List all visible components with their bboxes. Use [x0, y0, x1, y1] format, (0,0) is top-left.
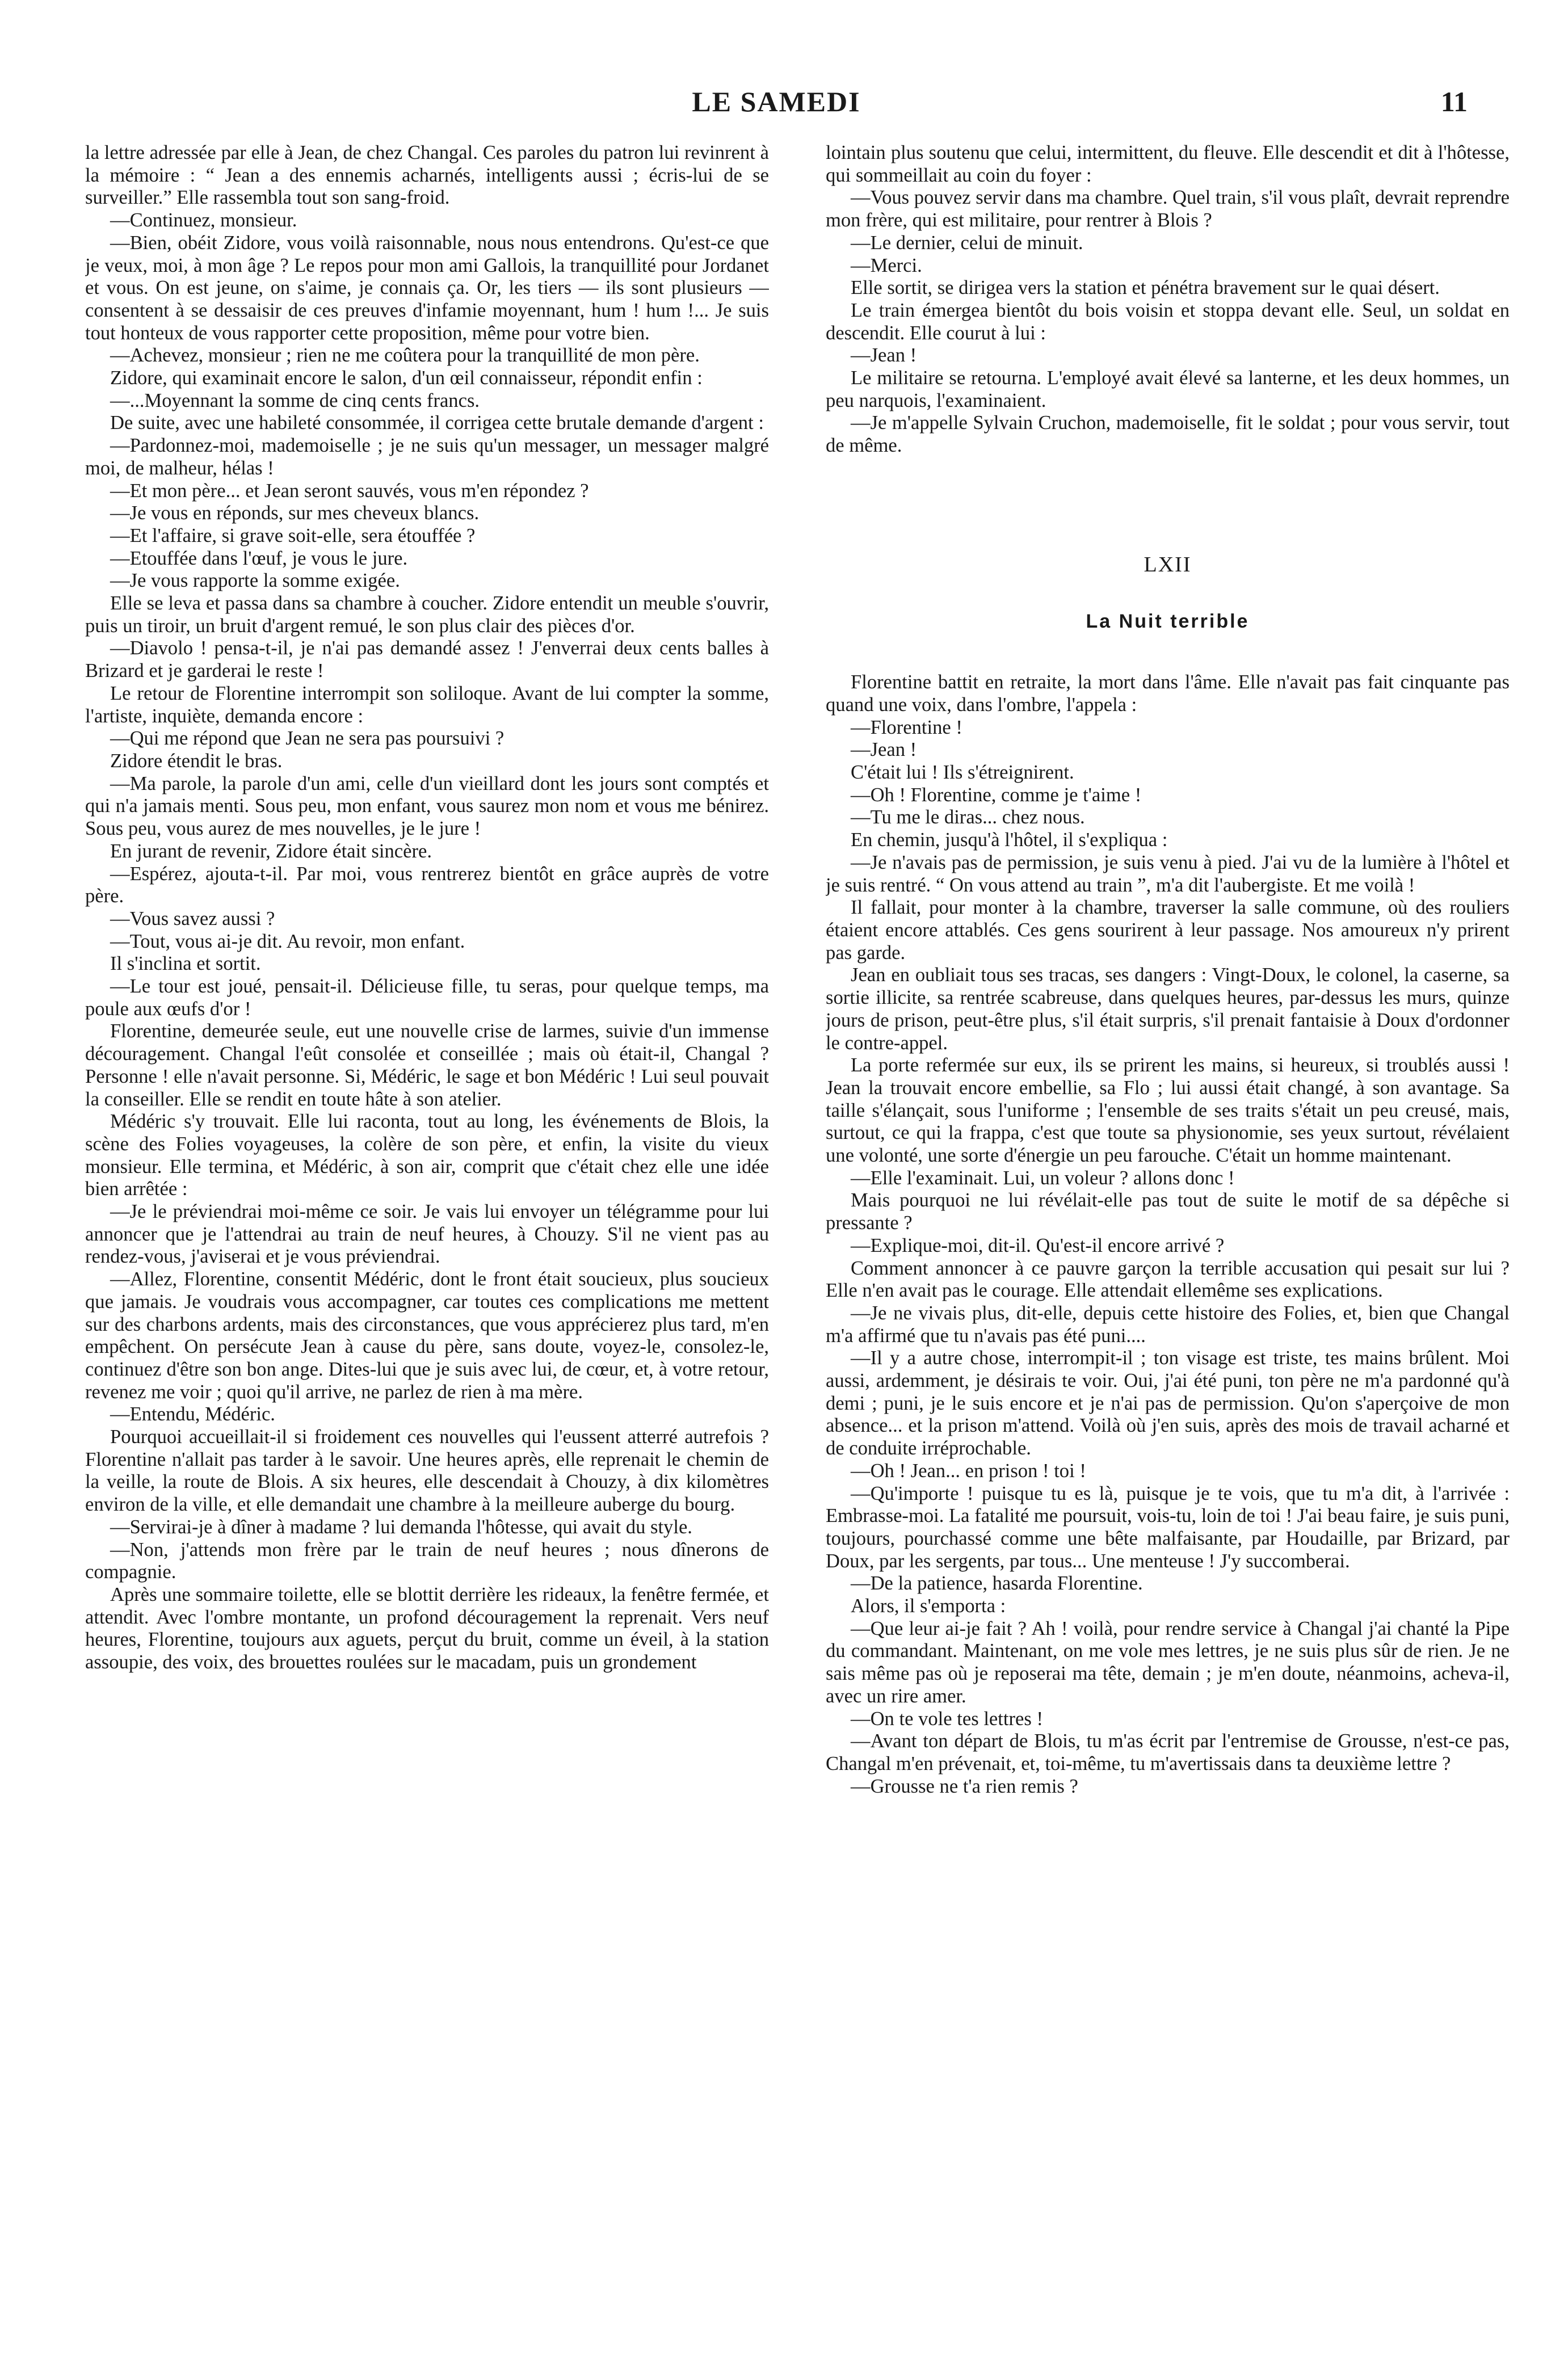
paragraph: —Continuez, monsieur.	[110, 209, 297, 232]
paragraph: —Avant ton départ de Blois, tu m'as écrit par l'entremise de Grousse, n'est-ce pas, Changal m'en prévenait, et, toi-même, tu m'avertissais dans ta deuxième lettre ?	[826, 1730, 1510, 1775]
paragraph: —Qu'importe ! puisque tu es là, puisque je te vois, que tu m'a dit, à l'arrivée : Embrasse-moi. La fatalité me poursuit, vois-tu, loin de toi ! J'ai beau faire, je suis puni, toujours, pourchassé comme une bête malfaisante, par Houdaille, par Brizard, par Doux, par les sergents, par tous... Une menteuse ! J'y succomberai.	[826, 1482, 1510, 1572]
paragraph: Mais pourquoi ne lui révélait-elle pas tout de suite le motif de sa dépêche si pressante ?	[826, 1189, 1510, 1234]
paragraph: Le train émergea bientôt du bois voisin et stoppa devant elle. Seul, un soldat en descendit. Elle courut à lui :	[826, 299, 1510, 344]
paragraph: —Ma parole, la parole d'un ami, celle d'un vieillard dont les jours sont comptés et qui n'a jamais menti. Sous peu, mon enfant, vous saurez mon nom et vous me bénirez. Sous peu, vous aurez de mes nouvelles, je le jure !	[85, 772, 769, 840]
paragraph: —Et mon père... et Jean seront sauvés, vous m'en répondez ?	[110, 480, 589, 502]
chapter-number: LXII	[1144, 552, 1192, 577]
paragraph: —Vous savez aussi ?	[110, 907, 275, 930]
paragraph: —Pardonnez-moi, mademoiselle ; je ne suis qu'un messager, un messager malgré moi, de malheur, hélas !	[85, 435, 769, 479]
paragraph: —Tout, vous ai-je dit. Au revoir, mon enfant.	[110, 930, 465, 952]
paragraph: Médéric s'y trouvait. Elle lui raconta, tout au long, les événements de Blois, la scène des Folies voyageuses, la colère de son père, et enfin, la visite du vieux monsieur. Elle termina, et Médéric, à son air, comprit que c'était chez elle une idée bien arrêtée :	[85, 1111, 769, 1200]
paragraph: Florentine battit en retraite, la mort dans l'âme. Elle n'avait pas fait cinquante pas quand une voix, dans l'ombre, l'appela :	[826, 671, 1510, 716]
paragraph: —Etouffée dans l'œuf, je vous le jure.	[110, 547, 408, 569]
paragraph: —Elle l'examinait. Lui, un voleur ? allons donc !	[851, 1167, 1235, 1189]
paragraph: De suite, avec une habileté consommée, il corrigea cette brutale demande d'argent :	[110, 412, 764, 434]
paragraph: —Je n'avais pas de permission, je suis venu à pied. J'ai vu de la lumière à l'hôtel et je suis rentré. “ On vous attend au train ”, m'a dit l'aubergiste. Et me voilà !	[826, 851, 1510, 896]
paragraph: —Servirai-je à dîner à madame ? lui demanda l'hôtesse, qui avait du style.	[110, 1516, 692, 1538]
paragraph: —De la patience, hasarda Florentine.	[851, 1572, 1143, 1595]
paragraph: —Achevez, monsieur ; rien ne me coûtera pour la tranquillité de mon père.	[110, 344, 700, 367]
paragraph: —...Moyennant la somme de cinq cents francs.	[110, 389, 480, 411]
paragraph: Jean en oubliait tous ses tracas, ses dangers : Vingt-Doux, le colonel, la caserne, sa sortie illicite, sa rentrée scabreuse, dans quelques heures, par-dessus les murs, quinze jours de prison, peut-être plus, s'il était surpris, s'il prenait fantaisie à Doux d'ordonner le contre-appel.	[826, 964, 1510, 1054]
paragraph: La porte refermée sur eux, ils se prirent les mains, si heureux, si troublés aussi ! Jean la trouvait encore embellie, sa Flo ; lui aussi était changé, à son avantage. Sa taille s'élançait, sous l'uniforme ; l'ensemble de ses traits s'était un peu creusé, mais, surtout, ce qui la frappa, c'est que toute sa physionomie, ses yeux surtout, révélaient une volonté, une sorte d'énergie un peu farouche. C'était un homme maintenant.	[826, 1054, 1510, 1167]
paragraph: Zidore étendit le bras.	[110, 750, 283, 772]
paragraph: —Je le préviendrai moi-même ce soir. Je vais lui envoyer un télégramme pour lui annoncer que je l'attendrai au train de neuf heures, à Chouzy. S'il ne vient pas au rendez-vous, j'aviserai et je vous préviendrai.	[85, 1201, 769, 1268]
paragraph: —Que leur ai-je fait ? Ah ! voilà, pour rendre service à Changal j'ai chanté la Pipe du commandant. Maintenant, on me vole mes lettres, je ne suis plus sûr de rien. Je ne sais même pas où je reposerai ma tête, demain ; je m'en doute, néanmoins, acheva-il, avec un rire amer.	[826, 1617, 1510, 1707]
paragraph: —Non, j'attends mon frère par le train de neuf heures ; nous dînerons de compagnie.	[85, 1538, 769, 1583]
paragraph: —Explique-moi, dit-il. Qu'est-il encore arrivé ?	[851, 1234, 1225, 1256]
paragraph: —Oh ! Florentine, comme je t'aime !	[851, 784, 1142, 806]
paragraph: —Oh ! Jean... en prison ! toi !	[851, 1460, 1086, 1482]
paragraph: —Je vous rapporte la somme exigée.	[110, 570, 400, 592]
paragraph: —Je m'appelle Sylvain Cruchon, mademoiselle, fit le soldat ; pour vous servir, tout de même.	[826, 412, 1510, 457]
paragraph: Il s'inclina et sortit.	[110, 953, 261, 975]
paragraph: —Diavolo ! pensa-t-il, je n'ai pas demandé assez ! J'enverrai deux cents balles à Brizard et je garderai le reste !	[85, 637, 769, 682]
paragraph: —Florentine !	[851, 716, 962, 738]
paragraph: —Le tour est joué, pensait-il. Délicieuse fille, tu seras, pour quelque temps, ma poule aux œufs d'or !	[85, 975, 769, 1020]
paragraph: —On te vole tes lettres !	[851, 1708, 1043, 1730]
paragraph: En chemin, jusqu'à l'hôtel, il s'expliqua :	[851, 829, 1168, 851]
paragraph: —Qui me répond que Jean ne sera pas poursuivi ?	[110, 728, 505, 750]
paragraph: lointain plus soutenu que celui, intermittent, du fleuve. Elle descendit et dit à l'hôtesse, qui sommeillait au coin du foyer :	[826, 142, 1510, 186]
paragraph: —Bien, obéit Zidore, vous voilà raisonnable, nous nous entendrons. Qu'est-ce que je veux, moi, à mon âge ? Le repos pour mon ami Gallois, la tranquillité pour Jordanet et vous. On est jeune, on s'aime, je connais ça. Or, les tiers — ils sont plusieurs — consentent à se dessaisir de ces preuves d'infamie moyennant, hum ! hum !... Je suis tout honteux de vous rapporter cette proposition, même pour votre bien.	[85, 232, 769, 344]
page-number: 11	[1440, 86, 1468, 117]
paragraph: Après une sommaire toilette, elle se blottit derrière les rideaux, la fenêtre fermée, et attendit. Avec l'ombre montante, un profond découragement la reprenait. Vers neuf heures, Florentine, toujours aux aguets, perçut du bruit, comme un éveil, à la station assoupie, des voix, des brouettes roulées sur le macadam, puis un grondement	[85, 1584, 769, 1673]
left-column	[85, 142, 769, 2355]
paragraph: Pourquoi accueillait-il si froidement ces nouvelles qui l'eussent atterré autrefois ? Florentine n'allait pas tarder à le savoir. Une heures après, elle reprenait le chemin de la veille, la route de Blois. A six heures, elle descendait à Chouzy, à dix kilomètres environ de la ville, et elle demandait une chambre à la meilleure auberge du bourg.	[85, 1426, 769, 1516]
paragraph: —Jean !	[851, 344, 917, 367]
paragraph: —Le dernier, celui de minuit.	[851, 232, 1083, 254]
paragraph: —Allez, Florentine, consentit Médéric, dont le front était soucieux, plus soucieux que jamais. Je voudrais vous accompagner, car toutes ces complications me mettent sur des charbons ardents, mais des circonstances, que vous apprécierez plus tard, m'en empêchent. On persécute Jean à cause du père, sans doute, voyez-le, consolez-le, continuez d'être son bon ange. Dites-lui que je suis avec lui, de cœur, et, à votre retour, revenez me voir ; quoi qu'il arrive, ne parlez de rien à ma mère.	[85, 1268, 769, 1403]
paragraph: Elle se leva et passa dans sa chambre à coucher. Zidore entendit un meuble s'ouvrir, puis un tiroir, un bruit d'argent remué, le son plus clair des pièces d'or.	[85, 592, 769, 637]
paragraph: —Et l'affaire, si grave soit-elle, sera étouffée ?	[110, 524, 476, 546]
paragraph: —Jean !	[851, 739, 917, 761]
paragraph: Alors, il s'emporta :	[851, 1595, 1006, 1617]
paragraph: —Entendu, Médéric.	[110, 1403, 275, 1426]
paragraph: —Merci.	[851, 254, 922, 276]
paragraph: —Tu me le diras... chez nous.	[851, 806, 1085, 829]
paragraph: —Espérez, ajouta-t-il. Par moi, vous rentrerez bientôt en grâce auprès de votre père.	[85, 863, 769, 907]
paragraph: En jurant de revenir, Zidore était sincère.	[110, 840, 432, 862]
paragraph: —Je ne vivais plus, dit-elle, depuis cette histoire des Folies, et, bien que Changal m'a affirmé que tu n'avais pas été puni....	[826, 1302, 1510, 1347]
paragraph: —Il y a autre chose, interrompit-il ; ton visage est triste, tes mains brûlent. Moi aussi, ardemment, je désirais te voir. Oui, j'ai été puni, ton père ne m'a pardonné qu'à demi ; puni, je le suis encore et je n'ai pas de permission. Qu'on s'aperçoive de mon absence... et la prison m'attend. Voilà où j'en suis, après des mois de travail acharné et de conduite irréprochable.	[826, 1347, 1510, 1460]
paragraph: Florentine, demeurée seule, eut une nouvelle crise de larmes, suivie d'un immense découragement. Changal l'eût consolée et conseillée ; mais où était-il, Changal ? Personne ! elle n'avait personne. Si, Médéric, le sage et bon Médéric ! Lui seul pouvait la conseiller. Elle se rendit en toute hâte à son atelier.	[85, 1020, 769, 1110]
paragraph: Comment annoncer à ce pauvre garçon la terrible accusation qui pesait sur lui ? Elle n'en avait pas le courage. Elle attendait ellemême ses explications.	[826, 1257, 1510, 1302]
paragraph: Elle sortit, se dirigea vers la station et pénétra bravement sur le quai désert.	[851, 277, 1440, 299]
paragraph: Le retour de Florentine interrompit son soliloque. Avant de lui compter la somme, l'artiste, inquiète, demanda encore :	[85, 682, 769, 727]
right-column	[826, 142, 1510, 2355]
page-header	[85, 85, 1468, 125]
paragraph: —Vous pouvez servir dans ma chambre. Quel train, s'il vous plaît, devrait reprendre mon frère, qui est militaire, pour rentrer à Blois ?	[826, 187, 1510, 232]
paragraph: Il fallait, pour monter à la chambre, traverser la salle commune, où des rouliers étaient encore attablés. Ces gens sourirent à leur passage. Nos amoureux n'y prirent pas garde.	[826, 897, 1510, 964]
paragraph: la lettre adressée par elle à Jean, de chez Changal. Ces paroles du patron lui revinrent à la mémoire : “ Jean a des ennemis acharnés, intelligents aussi ; écris-lui de se surveiller.” Elle rassembla tout son sang-froid.	[85, 142, 769, 209]
running-head: LE SAMEDI	[692, 86, 861, 117]
paragraph: —Grousse ne t'a rien remis ?	[851, 1775, 1078, 1797]
paragraph: C'était lui ! Ils s'étreignirent.	[851, 762, 1074, 784]
paragraph: Zidore, qui examinait encore le salon, d'un œil connaisseur, répondit enfin :	[110, 367, 703, 389]
paragraph: —Je vous en réponds, sur mes cheveux blancs.	[110, 502, 480, 524]
chapter-title: La Nuit terrible	[1086, 610, 1250, 632]
paragraph: Le militaire se retourna. L'employé avait élevé sa lanterne, et les deux hommes, un peu narquois, l'examinaient.	[826, 367, 1510, 411]
